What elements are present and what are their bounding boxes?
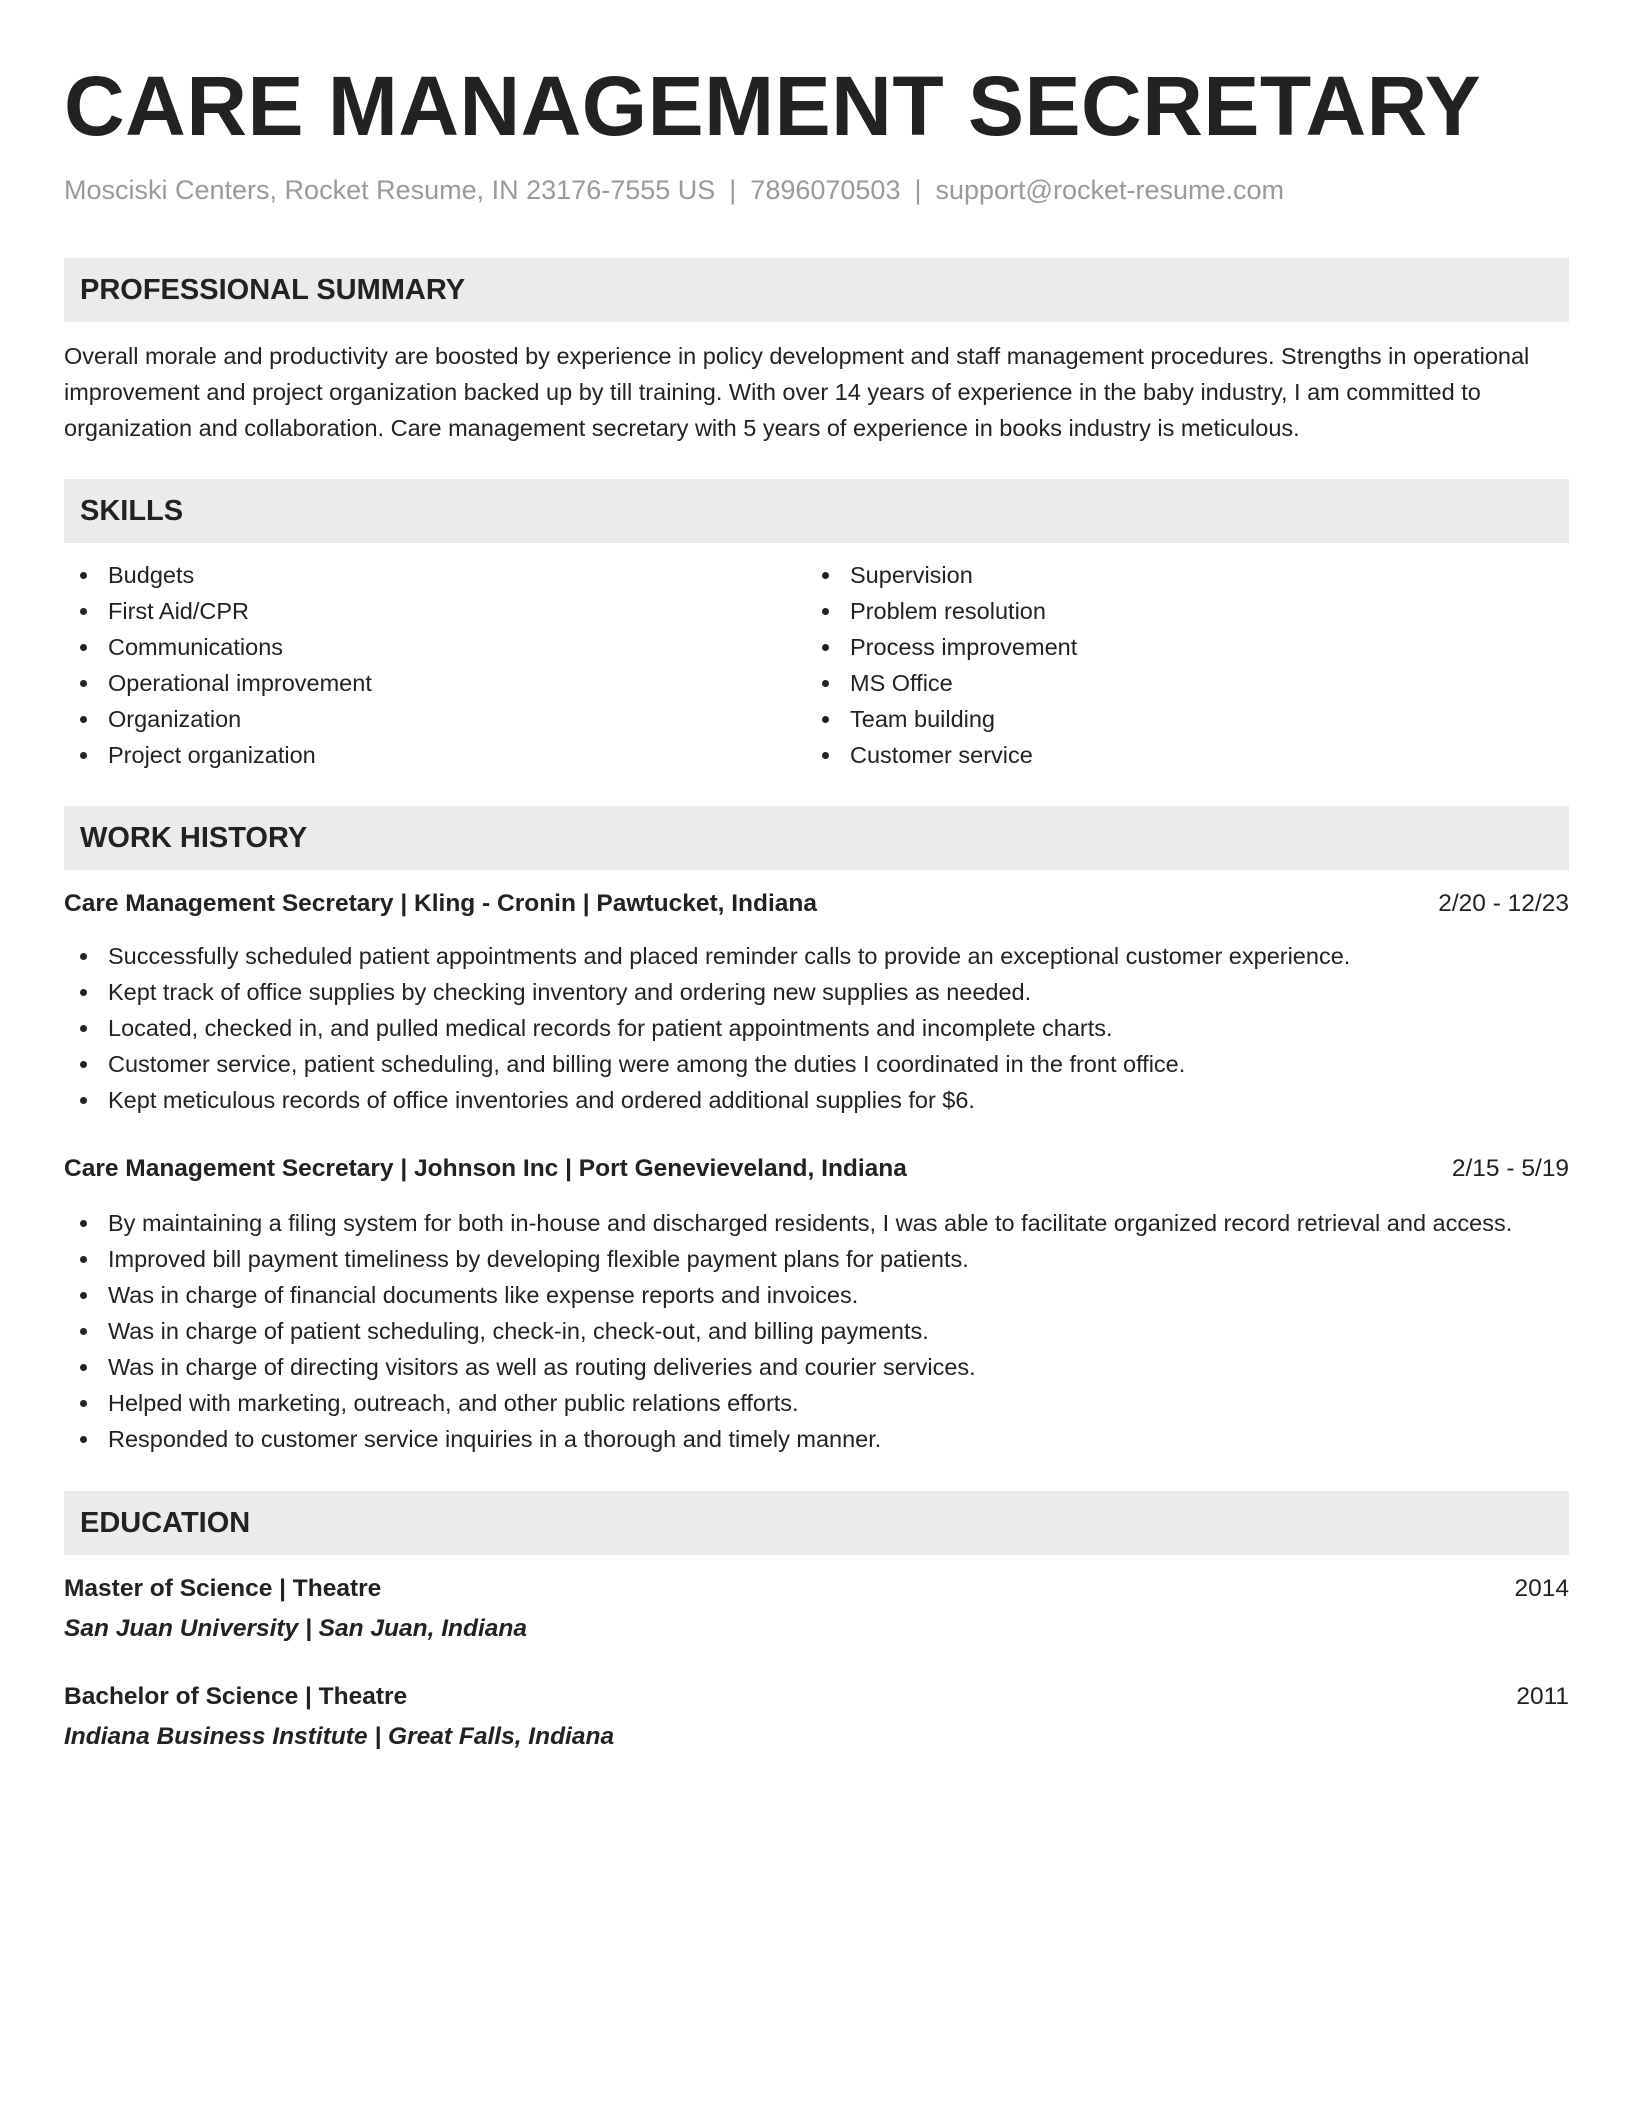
skills-column-left (64, 557, 806, 773)
contact-address: Mosciski Centers, Rocket Resume, IN 23176-7555 US (64, 175, 716, 205)
summary-text: Overall morale and productivity are boosted by experience in policy development and staff management procedures. Strengths in operational improvement and project organization backed up by till training. With over 14 years of experience in the baby industry, I am committed to organization and collaboration. Care management secretary with 5 years of experience in books industry is meticulous. (64, 343, 1530, 441)
skill-item: Customer service (806, 737, 1548, 773)
job-dates: 2/20 - 12/23 (1438, 890, 1569, 917)
contact-separator: | (914, 175, 922, 205)
education-degree: Master of Science | Theatre (64, 1575, 382, 1602)
education-school: San Juan University | San Juan, Indiana (64, 1615, 527, 1642)
section-header-summary: PROFESSIONAL SUMMARY (64, 258, 1569, 322)
job-dates: 2/15 - 5/19 (1451, 1155, 1569, 1182)
skill-item: Organization (64, 701, 806, 737)
job-heading-row (64, 886, 1569, 922)
education-year: 2014 (1514, 1575, 1569, 1602)
education-year: 2011 (1516, 1683, 1569, 1710)
job-bullet: Customer service, patient scheduling, and billing were among the duties I coordinated in the front office. (64, 1046, 1569, 1082)
contact-email: support@rocket-resume.com (935, 175, 1285, 205)
skills-list (64, 557, 1569, 773)
job-bullet: Was in charge of patient scheduling, check-in, check-out, and billing payments. (64, 1313, 1569, 1349)
job-bullet: Kept track of office supplies by checking inventory and ordering new supplies as needed. (64, 974, 1569, 1010)
skill-item: Budgets (64, 557, 806, 593)
skill-item: Process improvement (806, 629, 1548, 665)
job-heading-row (64, 1151, 1569, 1187)
skill-item: First Aid/CPR (64, 593, 806, 629)
contact-separator: | (729, 175, 737, 205)
education-degree: Bachelor of Science | Theatre (64, 1683, 408, 1710)
job-bullets (64, 938, 1569, 1118)
contact-line (64, 172, 1569, 208)
job-entry (64, 886, 1569, 1118)
skills-column-right (806, 557, 1548, 773)
job-bullet: Helped with marketing, outreach, and other public relations efforts. (64, 1385, 1569, 1421)
education-heading-row (64, 1679, 1569, 1715)
skill-item: Project organization (64, 737, 806, 773)
education-entry (64, 1679, 1569, 1755)
section-header-education: EDUCATION (64, 1491, 1569, 1555)
skill-item: Operational improvement (64, 665, 806, 701)
job-bullet: Was in charge of financial documents like expense reports and invoices. (64, 1277, 1569, 1313)
contact-phone: 7896070503 (750, 175, 901, 205)
section-header-work: WORK HISTORY (64, 806, 1569, 870)
job-entry (64, 1151, 1569, 1457)
job-bullet: Responded to customer service inquiries in a thorough and timely manner. (64, 1421, 1569, 1457)
job-bullet: Improved bill payment timeliness by developing flexible payment plans for patients. (64, 1241, 1569, 1277)
section-header-skills: SKILLS (64, 479, 1569, 543)
job-bullet: Kept meticulous records of office inventories and ordered additional supplies for $6. (64, 1082, 1569, 1118)
skill-item: Problem resolution (806, 593, 1548, 629)
skill-item: Communications (64, 629, 806, 665)
skill-item: Supervision (806, 557, 1548, 593)
education-entry (64, 1571, 1569, 1647)
job-bullet: Successfully scheduled patient appointments and placed reminder calls to provide an exceptional customer experience. (64, 938, 1569, 974)
job-heading: Care Management Secretary | Kling - Cronin | Pawtucket, Indiana (64, 890, 817, 917)
job-bullets (64, 1205, 1569, 1457)
job-bullet: By maintaining a filing system for both in-house and discharged residents, I was able to facilitate organized record retrieval and access. (64, 1205, 1569, 1241)
candidate-name: CARE MANAGEMENT SECRETARY (64, 59, 1482, 153)
job-bullet: Located, checked in, and pulled medical records for patient appointments and incomplete charts. (64, 1010, 1569, 1046)
job-bullet: Was in charge of directing visitors as well as routing deliveries and courier services. (64, 1349, 1569, 1385)
job-heading: Care Management Secretary | Johnson Inc | Port Genevieveland, Indiana (64, 1155, 907, 1182)
skill-item: MS Office (806, 665, 1548, 701)
education-heading-row (64, 1571, 1569, 1607)
education-school: Indiana Business Institute | Great Falls, Indiana (64, 1723, 615, 1750)
skill-item: Team building (806, 701, 1548, 737)
